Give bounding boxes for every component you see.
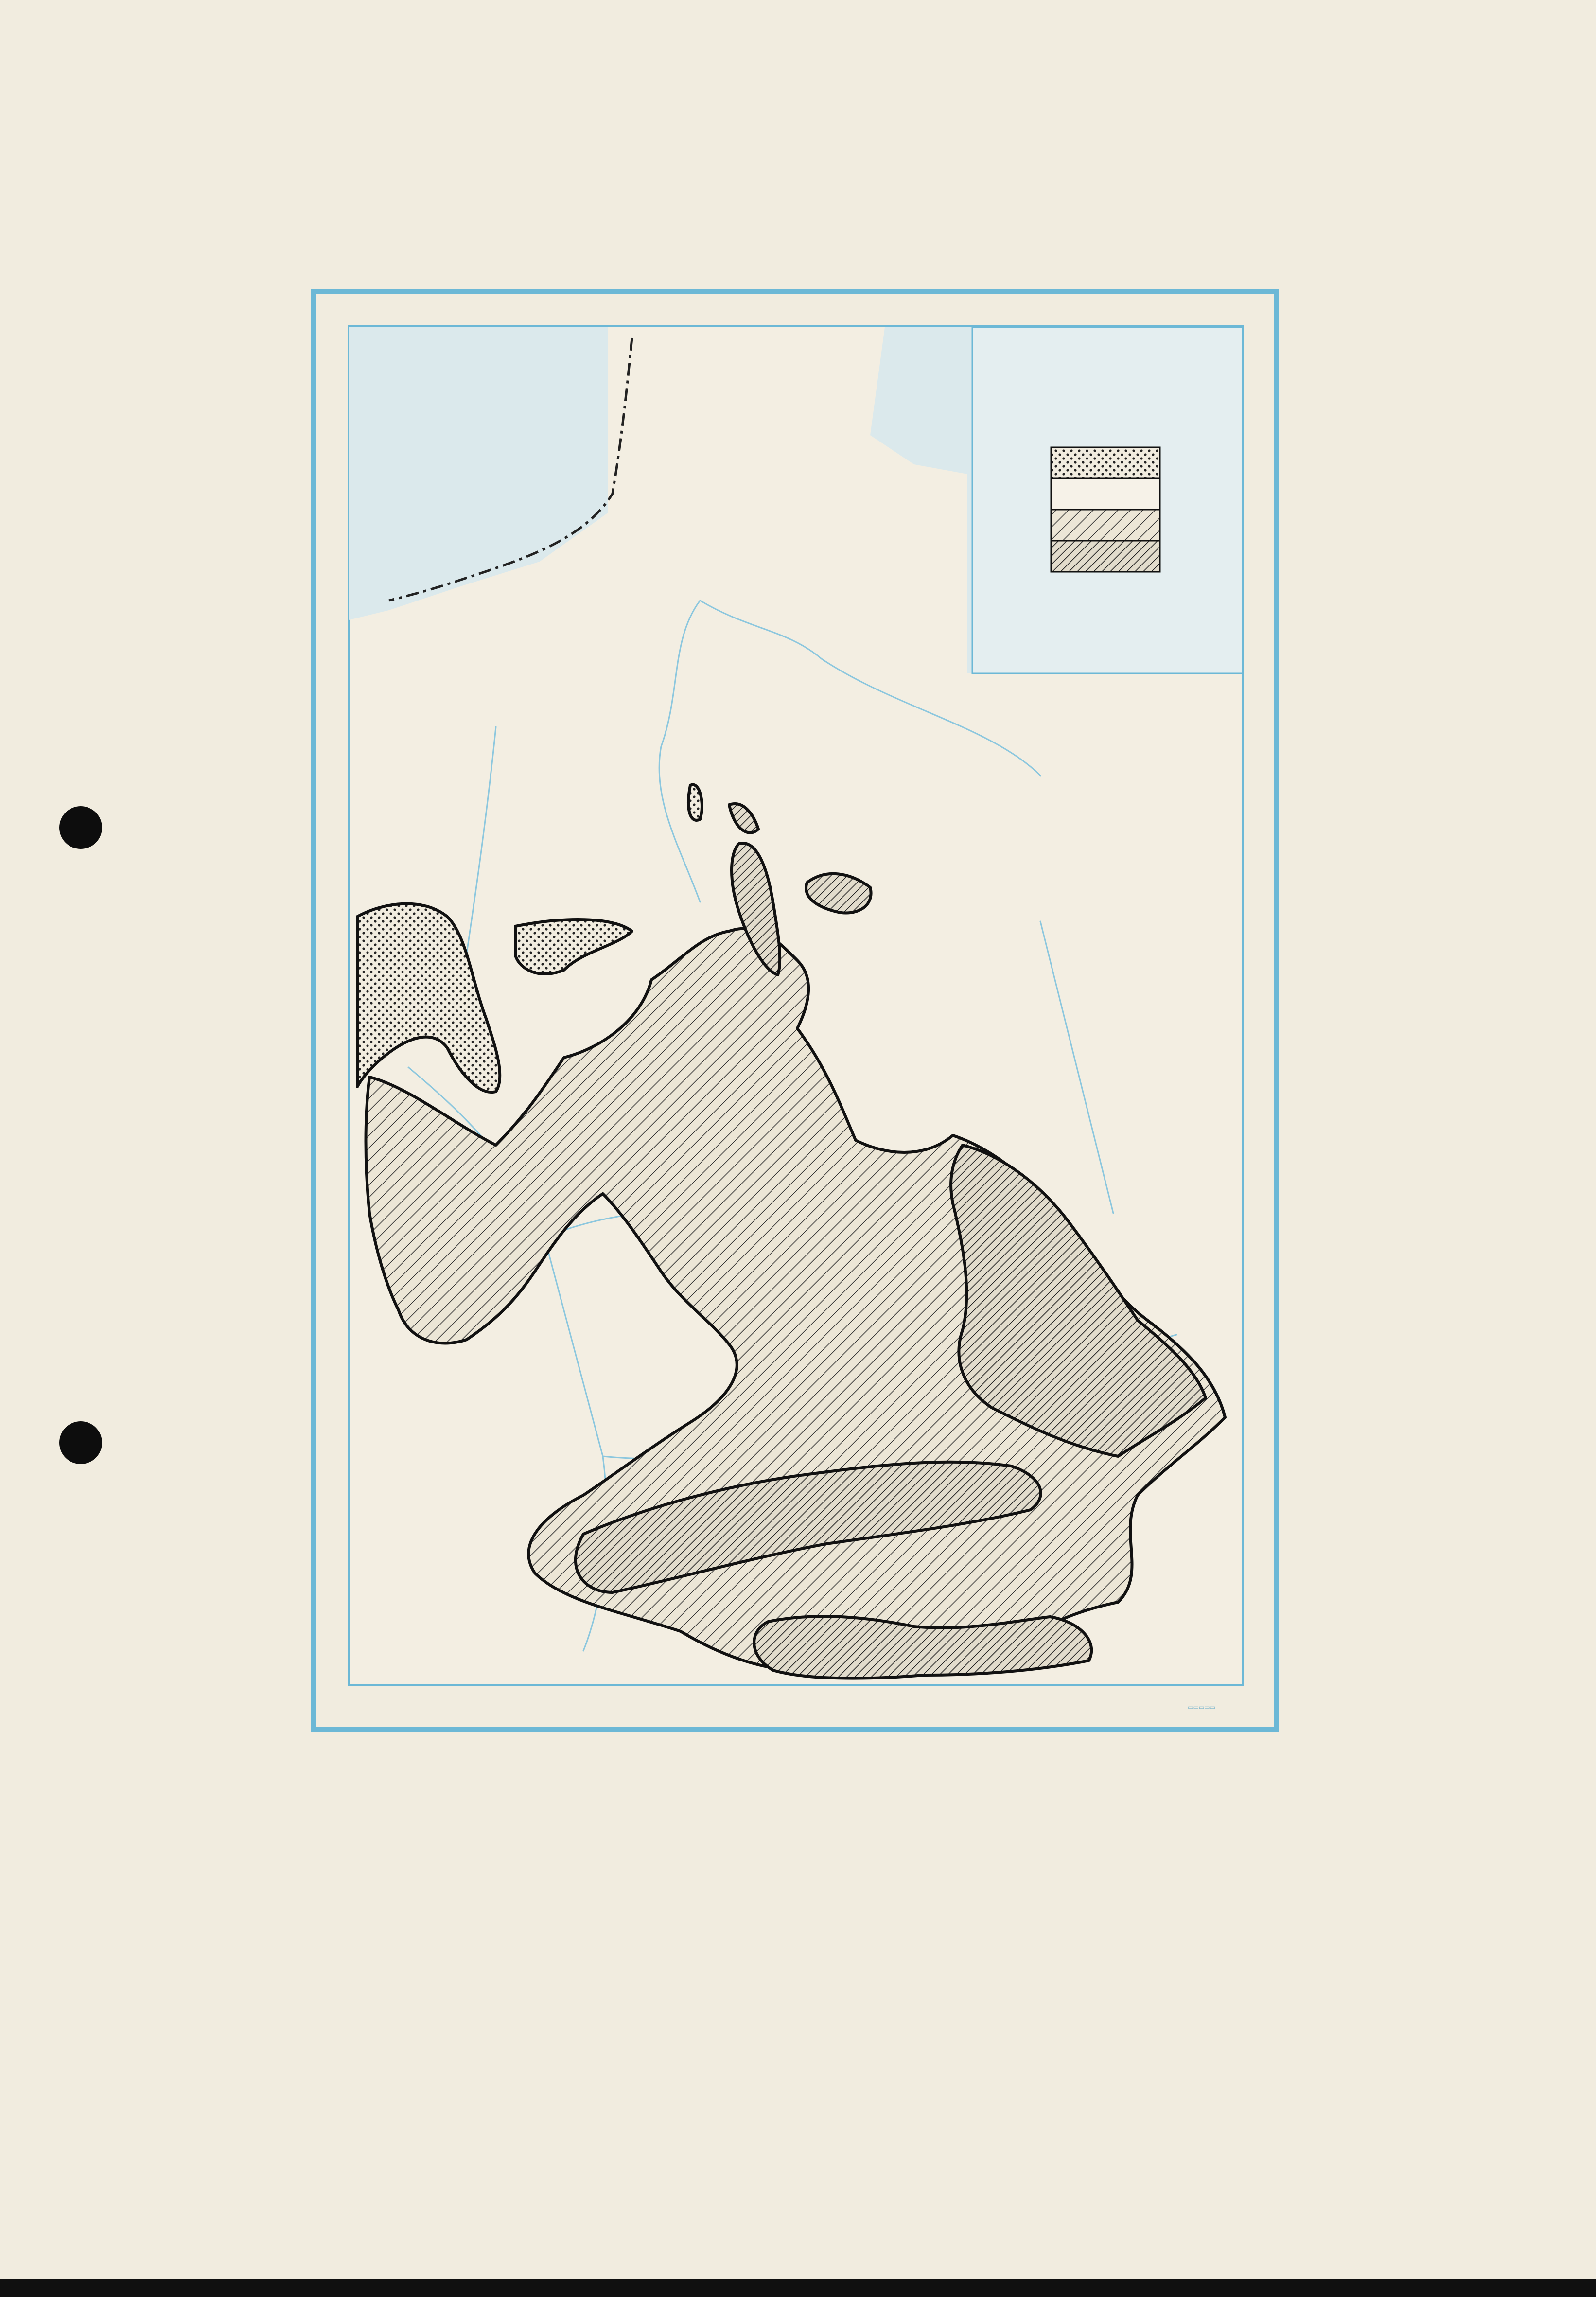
legend-swatch-below-4 (1051, 541, 1160, 572)
legend (1051, 447, 1160, 572)
legend-swatch-4-6 (1051, 510, 1160, 541)
printer-mark: ▭▭▭▭▭ (1188, 1704, 1215, 1711)
punch-hole-upper (59, 806, 102, 849)
scan-edge (0, 2279, 1596, 2297)
legend-swatch-above-8 (1051, 447, 1160, 478)
temperature-map (311, 289, 1279, 1738)
punch-hole-lower (59, 1421, 102, 1464)
warm-spot-north (688, 785, 702, 820)
legend-swatch-6-8 (1051, 478, 1160, 510)
